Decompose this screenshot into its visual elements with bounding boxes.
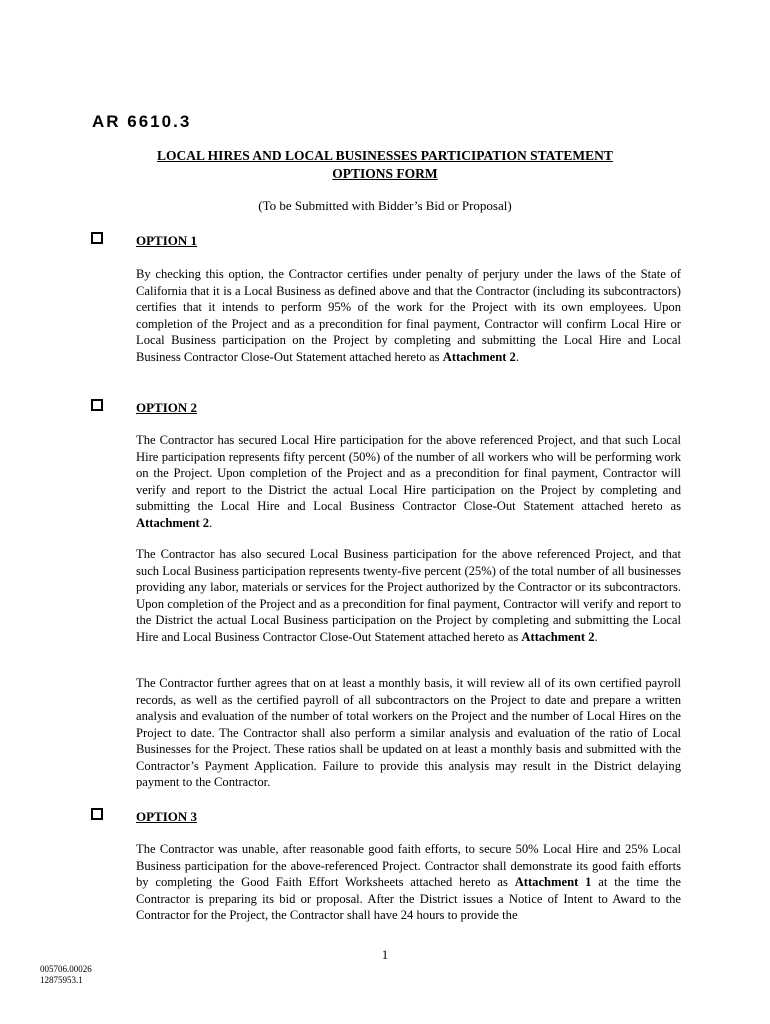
option-2-paragraph-3: The Contractor further agrees that on at least a monthly basis, it will review all of its own certified payroll records, as well as the certified payroll of all subcontractors on the Project to date and prepare a written analysis and evaluation of the number of total workers on the Project and the number of Local Hires on the Project to date. The Contractor shall also perform a similar analysis and evaluation of the ratio of Local Businesses for the Project. These ratios shall be updated on at least a monthly basis and submitted with the Contractor’s Payment Application. Failure to provide this analysis may result in the District delaying payment to the Contractor. [136, 676, 681, 789]
option-3-heading: OPTION 3 [136, 809, 198, 824]
option-3-paragraph: The Contractor was unable, after reasonable good faith efforts, to secure 50% Local Hire and 25% Local Business participation for the above-referenced Project. Contractor shall demonstrate its good faith efforts by completing the Good Faith Effort Worksheets attached hereto as Attachment 1 at the time the Contractor is preparing its bid or proposal. After the District issues a Notice of Intent to Award to the Contractor for the Project, the Contractor shall have 24 hours to provide the [136, 842, 681, 922]
option-1-checkbox[interactable] [91, 232, 103, 244]
document-code [40, 964, 92, 986]
title-line-1: LOCAL HIRES AND LOCAL BUSINESSES PARTICIPATION STATEMENT [157, 148, 613, 163]
option-1-heading: OPTION 1 [136, 233, 198, 248]
form-title [92, 147, 678, 183]
option-2-checkbox[interactable] [91, 399, 103, 411]
option-1-paragraph: By checking this option, the Contractor certifies under penalty of perjury under the laws of the State of California that it is a Local Business as defined above and that the Contractor (including its subcontractors) certifies that it intends to perform 95% of the work for the Project with its own employees. Upon completion of the Project and as a precondition for final payment, Contractor will confirm Local Hire or Local Business participation on the Project by completing and submitting the Local Hire and Local Business Contractor Close-Out Statement attached hereto as Attachment 2. [136, 267, 681, 364]
form-subtitle: (To be Submitted with Bidder’s Bid or Proposal) [258, 198, 512, 213]
page-number: 1 [381, 947, 389, 962]
option-3-checkbox[interactable] [91, 808, 103, 820]
option-2-heading: OPTION 2 [136, 400, 198, 415]
document-code-line-2: 12875953.1 [40, 975, 83, 985]
option-2-paragraph-2: The Contractor has also secured Local Business participation for the above referenced Project, and that such Local Business participation represents twenty-five percent (25%) of the total number of all businesses providing any labor, materials or services for the Project authorized by the Contractor or its subcontractors. Upon completion of the Project and as a precondition for final payment, Contractor will verify and report to the District the actual Local Business participation on the Project by completing and submitting the Local Hire and Local Business Contractor Close-Out Statement attached hereto as Attachment 2. [136, 547, 681, 644]
title-line-2: OPTIONS FORM [332, 166, 438, 181]
ar-number: AR 6610.3 [92, 112, 192, 131]
document-code-line-1: 005706.00026 [40, 964, 92, 974]
option-2-paragraph-1: The Contractor has secured Local Hire participation for the above referenced Project, and that such Local Hire participation represents fifty percent (50%) of the number of all workers who will be performing work on the Project. Upon completion of the Project and as a precondition for final payment, Contractor will verify and report to the District the actual Local Hire participation on the Project by completing and submitting the Local Hire and Local Business Contractor Close-Out Statement attached hereto as Attachment 2. [136, 433, 681, 530]
